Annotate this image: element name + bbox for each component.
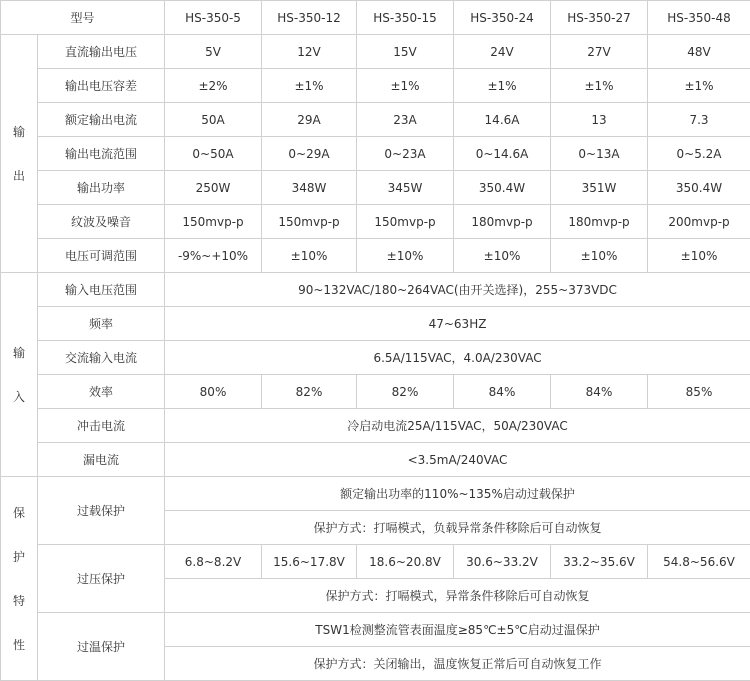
- model-header-label: 型号: [1, 1, 165, 35]
- value-cell: 0~13A: [551, 137, 648, 171]
- value-cell: 0~23A: [357, 137, 454, 171]
- value-cell: 14.6A: [454, 103, 551, 137]
- row-label: 过温保护: [38, 613, 165, 681]
- table-row: [1, 137, 750, 171]
- value-cell: ±1%: [357, 69, 454, 103]
- value-cell: ±10%: [648, 239, 750, 273]
- row-label: 过载保护: [38, 477, 165, 545]
- merged-value-cell: <3.5mA/240VAC: [165, 443, 750, 477]
- value-cell: 180mvp-p: [454, 205, 551, 239]
- row-label: 纹波及噪音: [38, 205, 165, 239]
- table-row: [1, 69, 750, 103]
- row-label: 效率: [38, 375, 165, 409]
- value-cell: 84%: [454, 375, 551, 409]
- table-row: [1, 545, 750, 579]
- value-cell: 54.8~56.6V: [648, 545, 750, 579]
- value-cell: 350.4W: [454, 171, 551, 205]
- value-cell: 30.6~33.2V: [454, 545, 551, 579]
- value-cell: 15V: [357, 35, 454, 69]
- model-header-cell: HS-350-24: [454, 1, 551, 35]
- value-cell: 5V: [165, 35, 262, 69]
- merged-value-cell: 保护方式：关闭输出，温度恢复正常后可自动恢复工作: [165, 647, 750, 681]
- value-cell: 0~50A: [165, 137, 262, 171]
- value-cell: 33.2~35.6V: [551, 545, 648, 579]
- table-row: [1, 273, 750, 307]
- header-row: [1, 1, 750, 35]
- model-header-cell: HS-350-27: [551, 1, 648, 35]
- value-cell: 150mvp-p: [357, 205, 454, 239]
- merged-value-cell: 额定输出功率的110%~135%启动过载保护: [165, 477, 750, 511]
- row-label: 额定输出电流: [38, 103, 165, 137]
- value-cell: 0~5.2A: [648, 137, 750, 171]
- table-row: [1, 443, 750, 477]
- table-row: [1, 239, 750, 273]
- value-cell: 0~29A: [262, 137, 357, 171]
- value-cell: 50A: [165, 103, 262, 137]
- row-label: 输出电流范围: [38, 137, 165, 171]
- value-cell: ±10%: [551, 239, 648, 273]
- value-cell: ±10%: [454, 239, 551, 273]
- table-row: [1, 307, 750, 341]
- value-cell: 18.6~20.8V: [357, 545, 454, 579]
- value-cell: 82%: [262, 375, 357, 409]
- row-label: 冲击电流: [38, 409, 165, 443]
- row-label: 过压保护: [38, 545, 165, 613]
- value-cell: 12V: [262, 35, 357, 69]
- table-row: [1, 35, 750, 69]
- value-cell: ±1%: [648, 69, 750, 103]
- value-cell: 84%: [551, 375, 648, 409]
- value-cell: ±1%: [262, 69, 357, 103]
- row-label: 输入电压范围: [38, 273, 165, 307]
- merged-value-cell: TSW1检测整流管表面温度≥85℃±5℃启动过温保护: [165, 613, 750, 647]
- row-label: 电压可调范围: [38, 239, 165, 273]
- table-row: [1, 375, 750, 409]
- value-cell: ±10%: [357, 239, 454, 273]
- value-cell: ±1%: [454, 69, 551, 103]
- model-header-cell: HS-350-48: [648, 1, 750, 35]
- value-cell: ±10%: [262, 239, 357, 273]
- value-cell: 29A: [262, 103, 357, 137]
- table-row: [1, 477, 750, 511]
- value-cell: 150mvp-p: [262, 205, 357, 239]
- merged-value-cell: 冷启动电流25A/115VAC，50A/230VAC: [165, 409, 750, 443]
- value-cell: 82%: [357, 375, 454, 409]
- value-cell: 150mvp-p: [165, 205, 262, 239]
- table-row: [1, 205, 750, 239]
- value-cell: 15.6~17.8V: [262, 545, 357, 579]
- table-row: [1, 613, 750, 647]
- model-header-cell: HS-350-5: [165, 1, 262, 35]
- value-cell: 351W: [551, 171, 648, 205]
- model-header-cell: HS-350-15: [357, 1, 454, 35]
- merged-value-cell: 90~132VAC/180~264VAC(由开关选择)，255~373VDC: [165, 273, 750, 307]
- protection-group-label: 保 护 特 性: [1, 477, 38, 681]
- value-cell: 250W: [165, 171, 262, 205]
- merged-value-cell: 47~63HZ: [165, 307, 750, 341]
- value-cell: 348W: [262, 171, 357, 205]
- value-cell: 48V: [648, 35, 750, 69]
- value-cell: ±2%: [165, 69, 262, 103]
- value-cell: 27V: [551, 35, 648, 69]
- row-label: 交流输入电流: [38, 341, 165, 375]
- table-row: [1, 103, 750, 137]
- row-label: 输出功率: [38, 171, 165, 205]
- value-cell: 7.3: [648, 103, 750, 137]
- value-cell: ±1%: [551, 69, 648, 103]
- row-label: 输出电压容差: [38, 69, 165, 103]
- value-cell: 85%: [648, 375, 750, 409]
- value-cell: 13: [551, 103, 648, 137]
- table-row: [1, 171, 750, 205]
- table-row: [1, 341, 750, 375]
- row-label: 直流输出电压: [38, 35, 165, 69]
- output-group-label: 输 出: [1, 35, 38, 273]
- model-header-cell: HS-350-12: [262, 1, 357, 35]
- row-label: 频率: [38, 307, 165, 341]
- value-cell: -9%~+10%: [165, 239, 262, 273]
- merged-value-cell: 保护方式：打嗝模式，负载异常条件移除后可自动恢复: [165, 511, 750, 545]
- value-cell: 23A: [357, 103, 454, 137]
- merged-value-cell: 6.5A/115VAC，4.0A/230VAC: [165, 341, 750, 375]
- value-cell: 350.4W: [648, 171, 750, 205]
- input-group-label: 输 入: [1, 273, 38, 477]
- value-cell: 24V: [454, 35, 551, 69]
- row-label: 漏电流: [38, 443, 165, 477]
- value-cell: 180mvp-p: [551, 205, 648, 239]
- value-cell: 200mvp-p: [648, 205, 750, 239]
- value-cell: 0~14.6A: [454, 137, 551, 171]
- value-cell: 345W: [357, 171, 454, 205]
- value-cell: 6.8~8.2V: [165, 545, 262, 579]
- merged-value-cell: 保护方式：打嗝模式，异常条件移除后可自动恢复: [165, 579, 750, 613]
- table-row: [1, 409, 750, 443]
- value-cell: 80%: [165, 375, 262, 409]
